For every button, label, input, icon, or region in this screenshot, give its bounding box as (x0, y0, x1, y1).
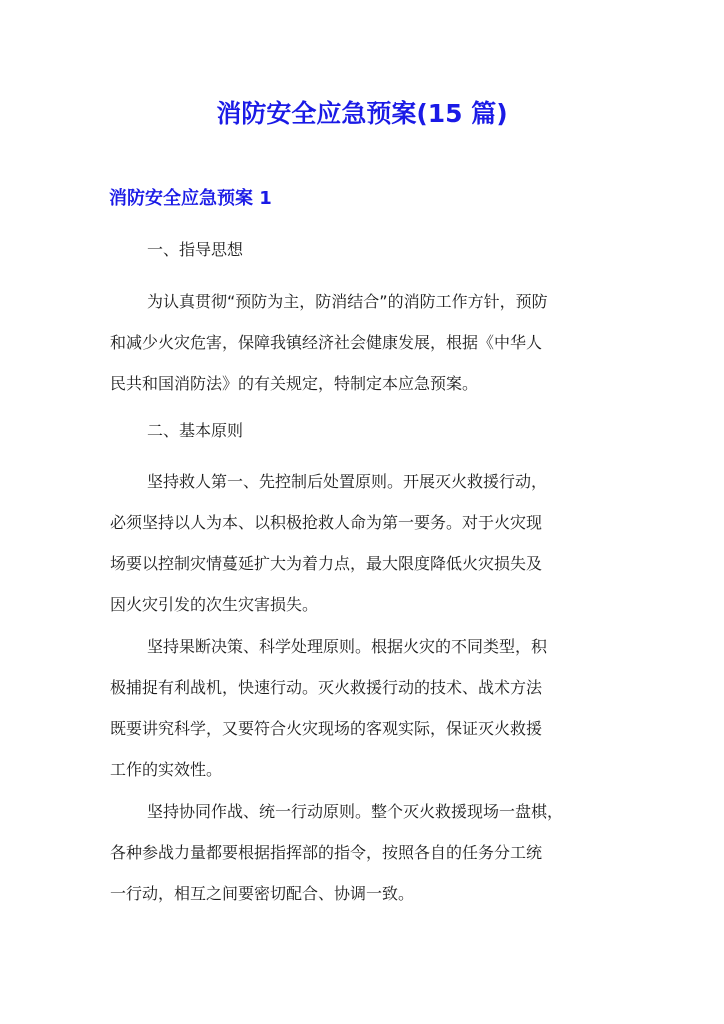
section-heading: 消防安全应急预案 1 (109, 188, 272, 209)
paragraph-line: 场要以控制灾情蔓延扩大为着力点，最大限度降低火灾损失及 (110, 554, 543, 573)
paragraph-line: 民共和国消防法》的有关规定，特制定本应急预案。 (110, 374, 479, 393)
paragraph-decisive-decision (110, 626, 616, 790)
paragraph-line: 坚持救人第一、先控制后处置原则。开展灭火救援行动， (147, 472, 548, 491)
paragraph-coordinated-action (110, 791, 616, 914)
paragraph-line: 和减少火灾危害，保障我镇经济社会健康发展，根据《中华人 (110, 333, 543, 352)
paragraph-line: 必须坚持以人为本、以积极抢救人命为第一要务。对于火灾现 (110, 513, 543, 532)
paragraph-line: 一行动，相互之间要密切配合、协调一致。 (110, 884, 415, 903)
heading-guiding-ideology: 一、指导思想 (147, 240, 244, 259)
paragraph-line: 为认真贯彻“预防为主，防消结合”的消防工作方针，预防 (147, 292, 548, 311)
document-title: 消防安全应急预案(15 篇) (216, 99, 508, 128)
paragraph-line: 坚持协同作战、统一行动原则。整个灭火救援现场一盘棋， (147, 802, 564, 821)
paragraph-rescue-first (110, 461, 616, 625)
paragraph-line: 各种参战力量都要根据指挥部的指令，按照各自的任务分工统 (110, 843, 543, 862)
paragraph-line: 因火灾引发的次生灾害损失。 (110, 595, 319, 614)
paragraph-line: 工作的实效性。 (110, 760, 223, 779)
paragraph-line: 坚持果断决策、科学处理原则。根据火灾的不同类型，积 (147, 637, 548, 656)
heading-basic-principles: 二、基本原则 (147, 421, 244, 440)
paragraph-line: 极捕捉有利战机，快速行动。灭火救援行动的技术、战术方法 (110, 678, 543, 697)
paragraph-guiding-ideology (110, 281, 616, 404)
paragraph-line: 既要讲究科学，又要符合火灾现场的客观实际，保证灭火救援 (110, 719, 543, 738)
